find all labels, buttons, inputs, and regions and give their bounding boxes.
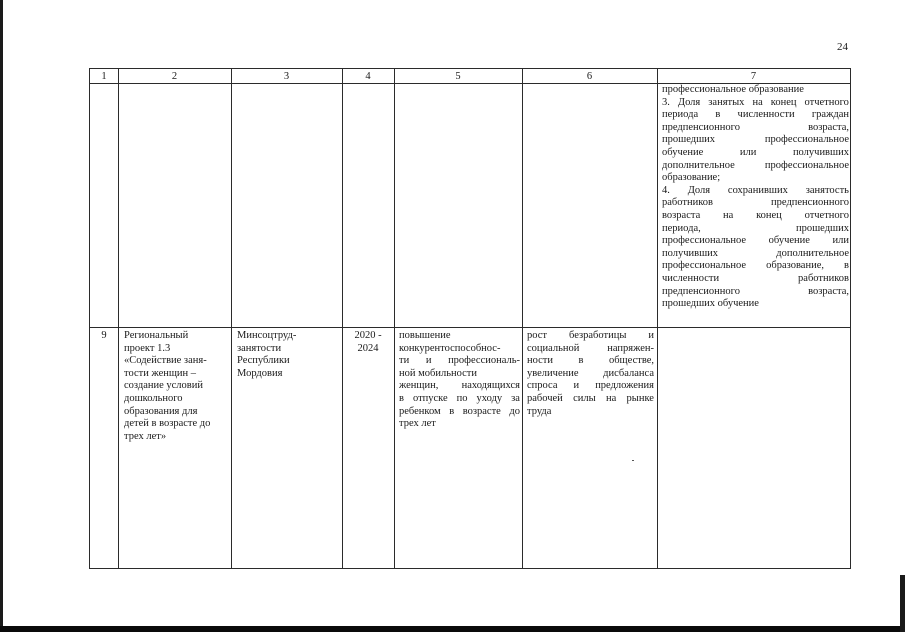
row2-col3-executor: [237, 330, 340, 380]
text-line: трех лет: [399, 418, 436, 430]
text-line: ти и профессиональ-: [399, 355, 520, 367]
text-line: периода, прошедших: [662, 222, 849, 234]
text-line: Мордовия: [237, 367, 283, 379]
row2-col2-project: [124, 330, 229, 443]
text-line: в отпуске по уходу за: [399, 392, 520, 404]
text-line: дошкольного: [124, 392, 183, 404]
text-line: 2020 -: [354, 330, 382, 341]
page-number: 24: [837, 41, 848, 53]
row-divider: [90, 327, 850, 328]
column-divider: [342, 69, 343, 568]
text-line: предпенсионного возраста,: [662, 121, 849, 133]
text-line: прошедших профессиональное: [662, 134, 849, 146]
column-divider: [394, 69, 395, 568]
text-line: предпенсионного возраста,: [662, 285, 849, 297]
text-line: работников предпенсионного: [662, 197, 849, 209]
text-line: Региональный: [124, 330, 189, 341]
text-line: дополнительное профессиональное: [662, 159, 849, 171]
text-line: численности работников: [662, 272, 849, 284]
text-line: конкурентоспособнос-: [399, 342, 501, 354]
text-line: создание условий: [124, 380, 203, 392]
text-line: проект 1.3: [124, 342, 171, 354]
header-col-3: 3: [283, 71, 290, 82]
scan-speck: [632, 460, 634, 461]
text-line: спроса и предложения: [527, 380, 654, 392]
row2-col4-period: [342, 330, 394, 355]
scan-right-edge: [900, 575, 905, 632]
text-line: ности в обществе,: [527, 355, 654, 367]
text-line: получивших дополнительное: [662, 247, 849, 259]
text-line: занятости: [237, 342, 282, 354]
text-line: детей в возрасте до: [124, 418, 211, 430]
scan-left-edge: [0, 0, 3, 632]
header-col-1: 1: [101, 71, 107, 82]
text-line: 3. Доля занятых на конец отчетного: [662, 96, 849, 108]
column-divider: [657, 69, 658, 568]
text-line: ребенком в возрасте до: [399, 405, 520, 417]
text-line: Минсоцтруд-: [237, 330, 297, 341]
text-line: прошедших обучение: [662, 298, 759, 310]
text-line: повышение: [399, 330, 451, 341]
text-line: труда: [527, 405, 552, 417]
row2-col6-consequences: [527, 330, 654, 418]
text-line: Республики: [237, 355, 290, 367]
column-divider: [118, 69, 119, 568]
text-line: профессиональное обучение или: [662, 235, 849, 247]
text-line: обучение или получивших: [662, 146, 849, 158]
header-col-5: 5: [455, 71, 461, 82]
scan-bottom-edge: [0, 626, 905, 632]
text-line: рост безработицы и: [527, 330, 654, 341]
row2-number: 9: [101, 330, 107, 341]
header-col-6: 6: [586, 71, 593, 82]
column-divider: [231, 69, 232, 568]
text-line: «Содействие заня-: [124, 355, 207, 367]
text-line: периода в численности граждан: [662, 109, 849, 121]
column-divider: [522, 69, 523, 568]
text-line: 4. Доля сохранивших занятость: [662, 184, 849, 196]
text-line: тости женщин –: [124, 367, 197, 379]
header-col-2: 2: [171, 71, 178, 82]
header-col-4: 4: [365, 71, 371, 82]
text-line: профессиональное образование: [662, 84, 804, 95]
text-line: профессиональное образование, в: [662, 260, 849, 272]
row1-col7-indicators: [662, 84, 849, 311]
text-line: рабочей силы на рынке: [527, 392, 654, 404]
text-line: образование;: [662, 172, 721, 184]
text-line: социальной напряжен-: [527, 342, 654, 354]
text-line: увеличение дисбаланса: [527, 367, 654, 379]
text-line: ной мобильности: [399, 367, 477, 379]
text-line: 2024: [357, 342, 379, 354]
text-line: трех лет»: [124, 430, 167, 442]
row2-col5-result: [399, 330, 520, 431]
document-table: [89, 68, 851, 569]
text-line: возраста на конец отчетного: [662, 209, 849, 221]
text-line: женщин, находящихся: [399, 380, 520, 392]
text-line: образования для: [124, 405, 198, 417]
header-col-7: 7: [750, 71, 757, 82]
